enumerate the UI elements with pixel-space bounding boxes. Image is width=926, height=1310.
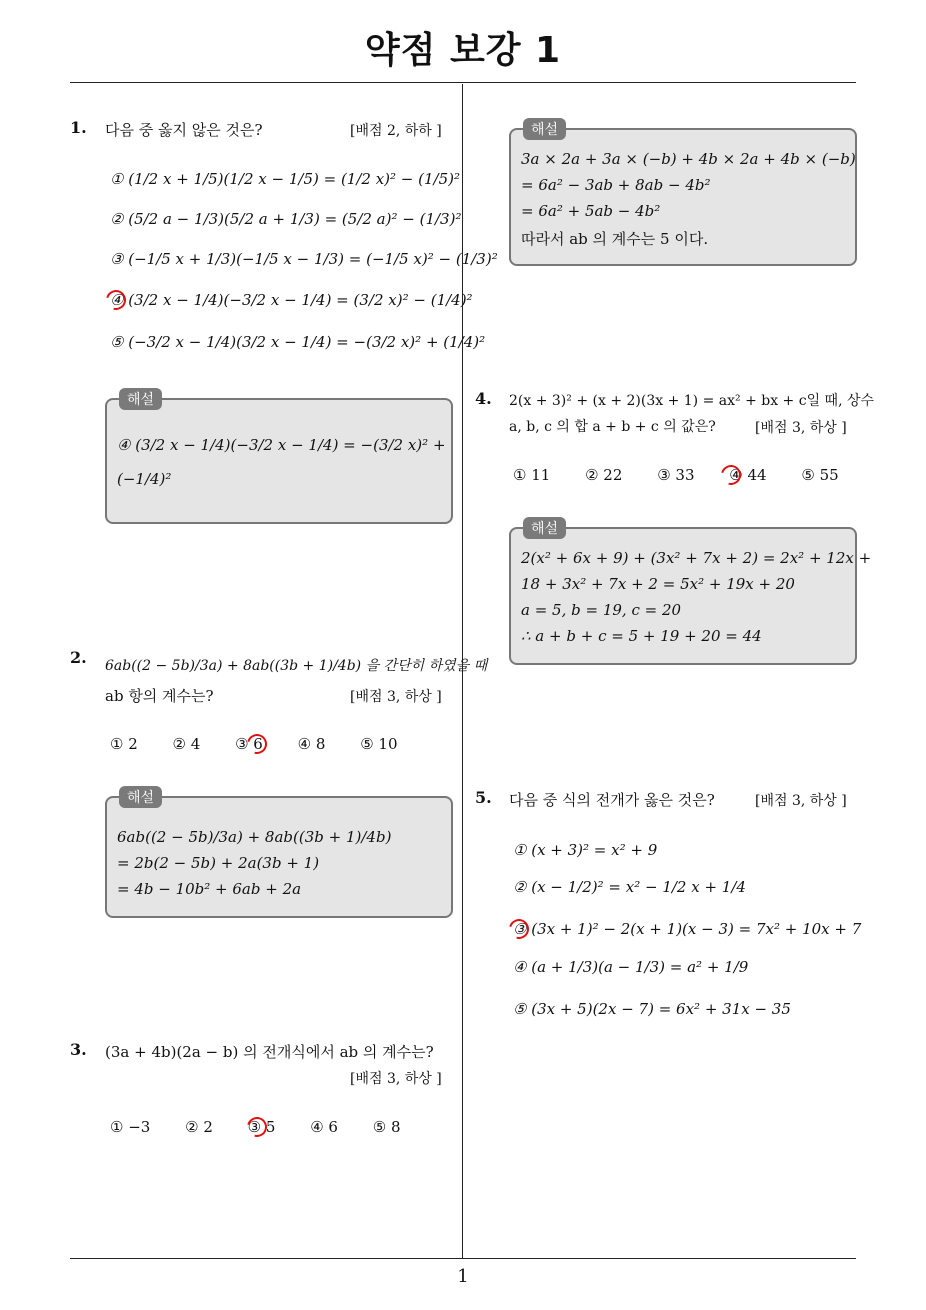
question-meta: [배점 3, 하상 ] (350, 1071, 442, 1087)
top-rule (70, 82, 856, 83)
solution-line: 2(x² + 6x + 9) + (3x² + 7x + 2) = 2x² + 12x + (521, 549, 872, 567)
choice-4[interactable]: ④ (3/2 x − 1/4)(−3/2 x − 1/4) = (3/2 x)² − (1/4)² (110, 291, 473, 309)
choice-3[interactable]: ③ (−1/5 x + 1/3)(−1/5 x − 1/3) = (−1/5 x)² − (1/3)² (110, 250, 498, 268)
choice-5[interactable]: ⑤ 8 (372, 1118, 401, 1136)
choices-row (110, 735, 428, 753)
choice-2[interactable]: ② 4 (172, 735, 201, 753)
question-text: 다음 중 옳지 않은 것은? (105, 121, 263, 139)
choice-4[interactable]: ④ 6 (310, 1118, 338, 1136)
choice-3[interactable]: ③ (3x + 1)² − 2(x + 1)(x − 3) = 7x² + 10x + 7 (513, 920, 862, 938)
solution-line: a = 5, b = 19, c = 20 (521, 601, 682, 619)
question-text-2: ab 항의 계수는? (105, 687, 214, 705)
solution-line: 3a × 2a + 3a × (−b) + 4b × 2a + 4b × (−b) (521, 150, 856, 168)
choice-1[interactable]: ① 11 (513, 466, 551, 484)
question-text: 다음 중 식의 전개가 옳은 것은? (509, 791, 715, 809)
solution-line: = 4b − 10b² + 6ab + 2a (117, 880, 302, 898)
solution-line: ④ (3/2 x − 1/4)(−3/2 x − 1/4) = −(3/2 x)² + (117, 436, 446, 454)
question-meta: [배점 3, 하상 ] (755, 420, 847, 436)
question-text: 6ab((2 − 5b)/3a) + 8ab((3b + 1)/4b) 을 간단히 하였을 때 (105, 658, 488, 674)
choice-3[interactable]: ③ 5 (247, 1118, 276, 1136)
choice-5[interactable]: ⑤ (3x + 5)(2x − 7) = 6x² + 31x − 35 (513, 1000, 791, 1018)
choice-1[interactable]: ① (1/2 x + 1/5)(1/2 x − 1/5) = (1/2 x)² − (1/5)² (110, 170, 461, 188)
choice-3[interactable]: ③ 6 (235, 735, 263, 753)
choice-5[interactable]: ⑤ 10 (360, 735, 398, 753)
question-number: 4. (475, 389, 492, 408)
choices-row (110, 1118, 431, 1136)
choice-2[interactable]: ② 22 (585, 466, 623, 484)
solution-line: = 6a² − 3ab + 8ab − 4b² (521, 176, 711, 194)
question-text: (3a + 4b)(2a − b) 의 전개식에서 ab 의 계수는? (105, 1043, 434, 1061)
question-meta: [배점 3, 하상 ] (350, 689, 442, 705)
choice-1[interactable]: ① 2 (110, 735, 138, 753)
question-number: 5. (475, 788, 492, 807)
choice-1[interactable]: ① (x + 3)² = x² + 9 (513, 841, 658, 859)
choice-4[interactable]: ④ 8 (297, 735, 326, 753)
bottom-rule (70, 1258, 856, 1259)
question-number: 1. (70, 118, 87, 137)
solution-box (105, 790, 453, 918)
solution-box (509, 122, 857, 266)
question-meta: [배점 2, 하하 ] (350, 123, 442, 139)
choice-1[interactable]: ① −3 (110, 1118, 151, 1136)
choice-2[interactable]: ② 2 (185, 1118, 213, 1136)
choice-5[interactable]: ⑤ 55 (801, 466, 839, 484)
choice-5[interactable]: ⑤ (−3/2 x − 1/4)(3/2 x − 1/4) = −(3/2 x)² + (1/4)² (110, 333, 486, 351)
choice-2[interactable]: ② (x − 1/2)² = x² − 1/2 x + 1/4 (513, 878, 746, 896)
solution-box (509, 521, 872, 665)
solution-line: 18 + 3x² + 7x + 2 = 5x² + 19x + 20 (521, 575, 795, 593)
solution-line: 6ab((2 − 5b)/3a) + 8ab((3b + 1)/4b) (117, 828, 392, 846)
choice-2[interactable]: ② (5/2 a − 1/3)(5/2 a + 1/3) = (5/2 a)² − (1/3)² (110, 210, 462, 228)
solution-tag: 해설 (523, 517, 566, 539)
solution-line: ∴ a + b + c = 5 + 19 + 20 = 44 (521, 627, 762, 645)
solution-line: 따라서 ab 의 계수는 5 이다. (521, 230, 709, 248)
solution-line: = 2b(2 − 5b) + 2a(3b + 1) (117, 854, 320, 872)
page-number: 1 (457, 1266, 469, 1287)
solution-box (105, 392, 453, 524)
choice-4[interactable]: ④ 44 (729, 466, 767, 484)
question-text: 2(x + 3)² + (x + 2)(3x + 1) = ax² + bx + c일 때, 상수 (509, 393, 875, 409)
choice-4[interactable]: ④ (a + 1/3)(a − 1/3) = a² + 1/9 (513, 958, 749, 976)
solution-line: = 6a² + 5ab − 4b² (521, 202, 661, 220)
question-number: 2. (70, 648, 87, 667)
choice-3[interactable]: ③ 33 (657, 466, 695, 484)
solution-tag: 해설 (523, 118, 566, 140)
question-text-2: a, b, c 의 합 a + b + c 의 값은? (509, 419, 716, 435)
question-number: 3. (70, 1040, 87, 1059)
page-title: 약점 보강 1 (364, 30, 562, 71)
question-meta: [배점 3, 하상 ] (755, 793, 847, 809)
choices-row (513, 466, 869, 484)
solution-tag: 해설 (119, 786, 162, 808)
solution-line: (−1/4)² (117, 470, 172, 488)
solution-tag: 해설 (119, 388, 162, 410)
